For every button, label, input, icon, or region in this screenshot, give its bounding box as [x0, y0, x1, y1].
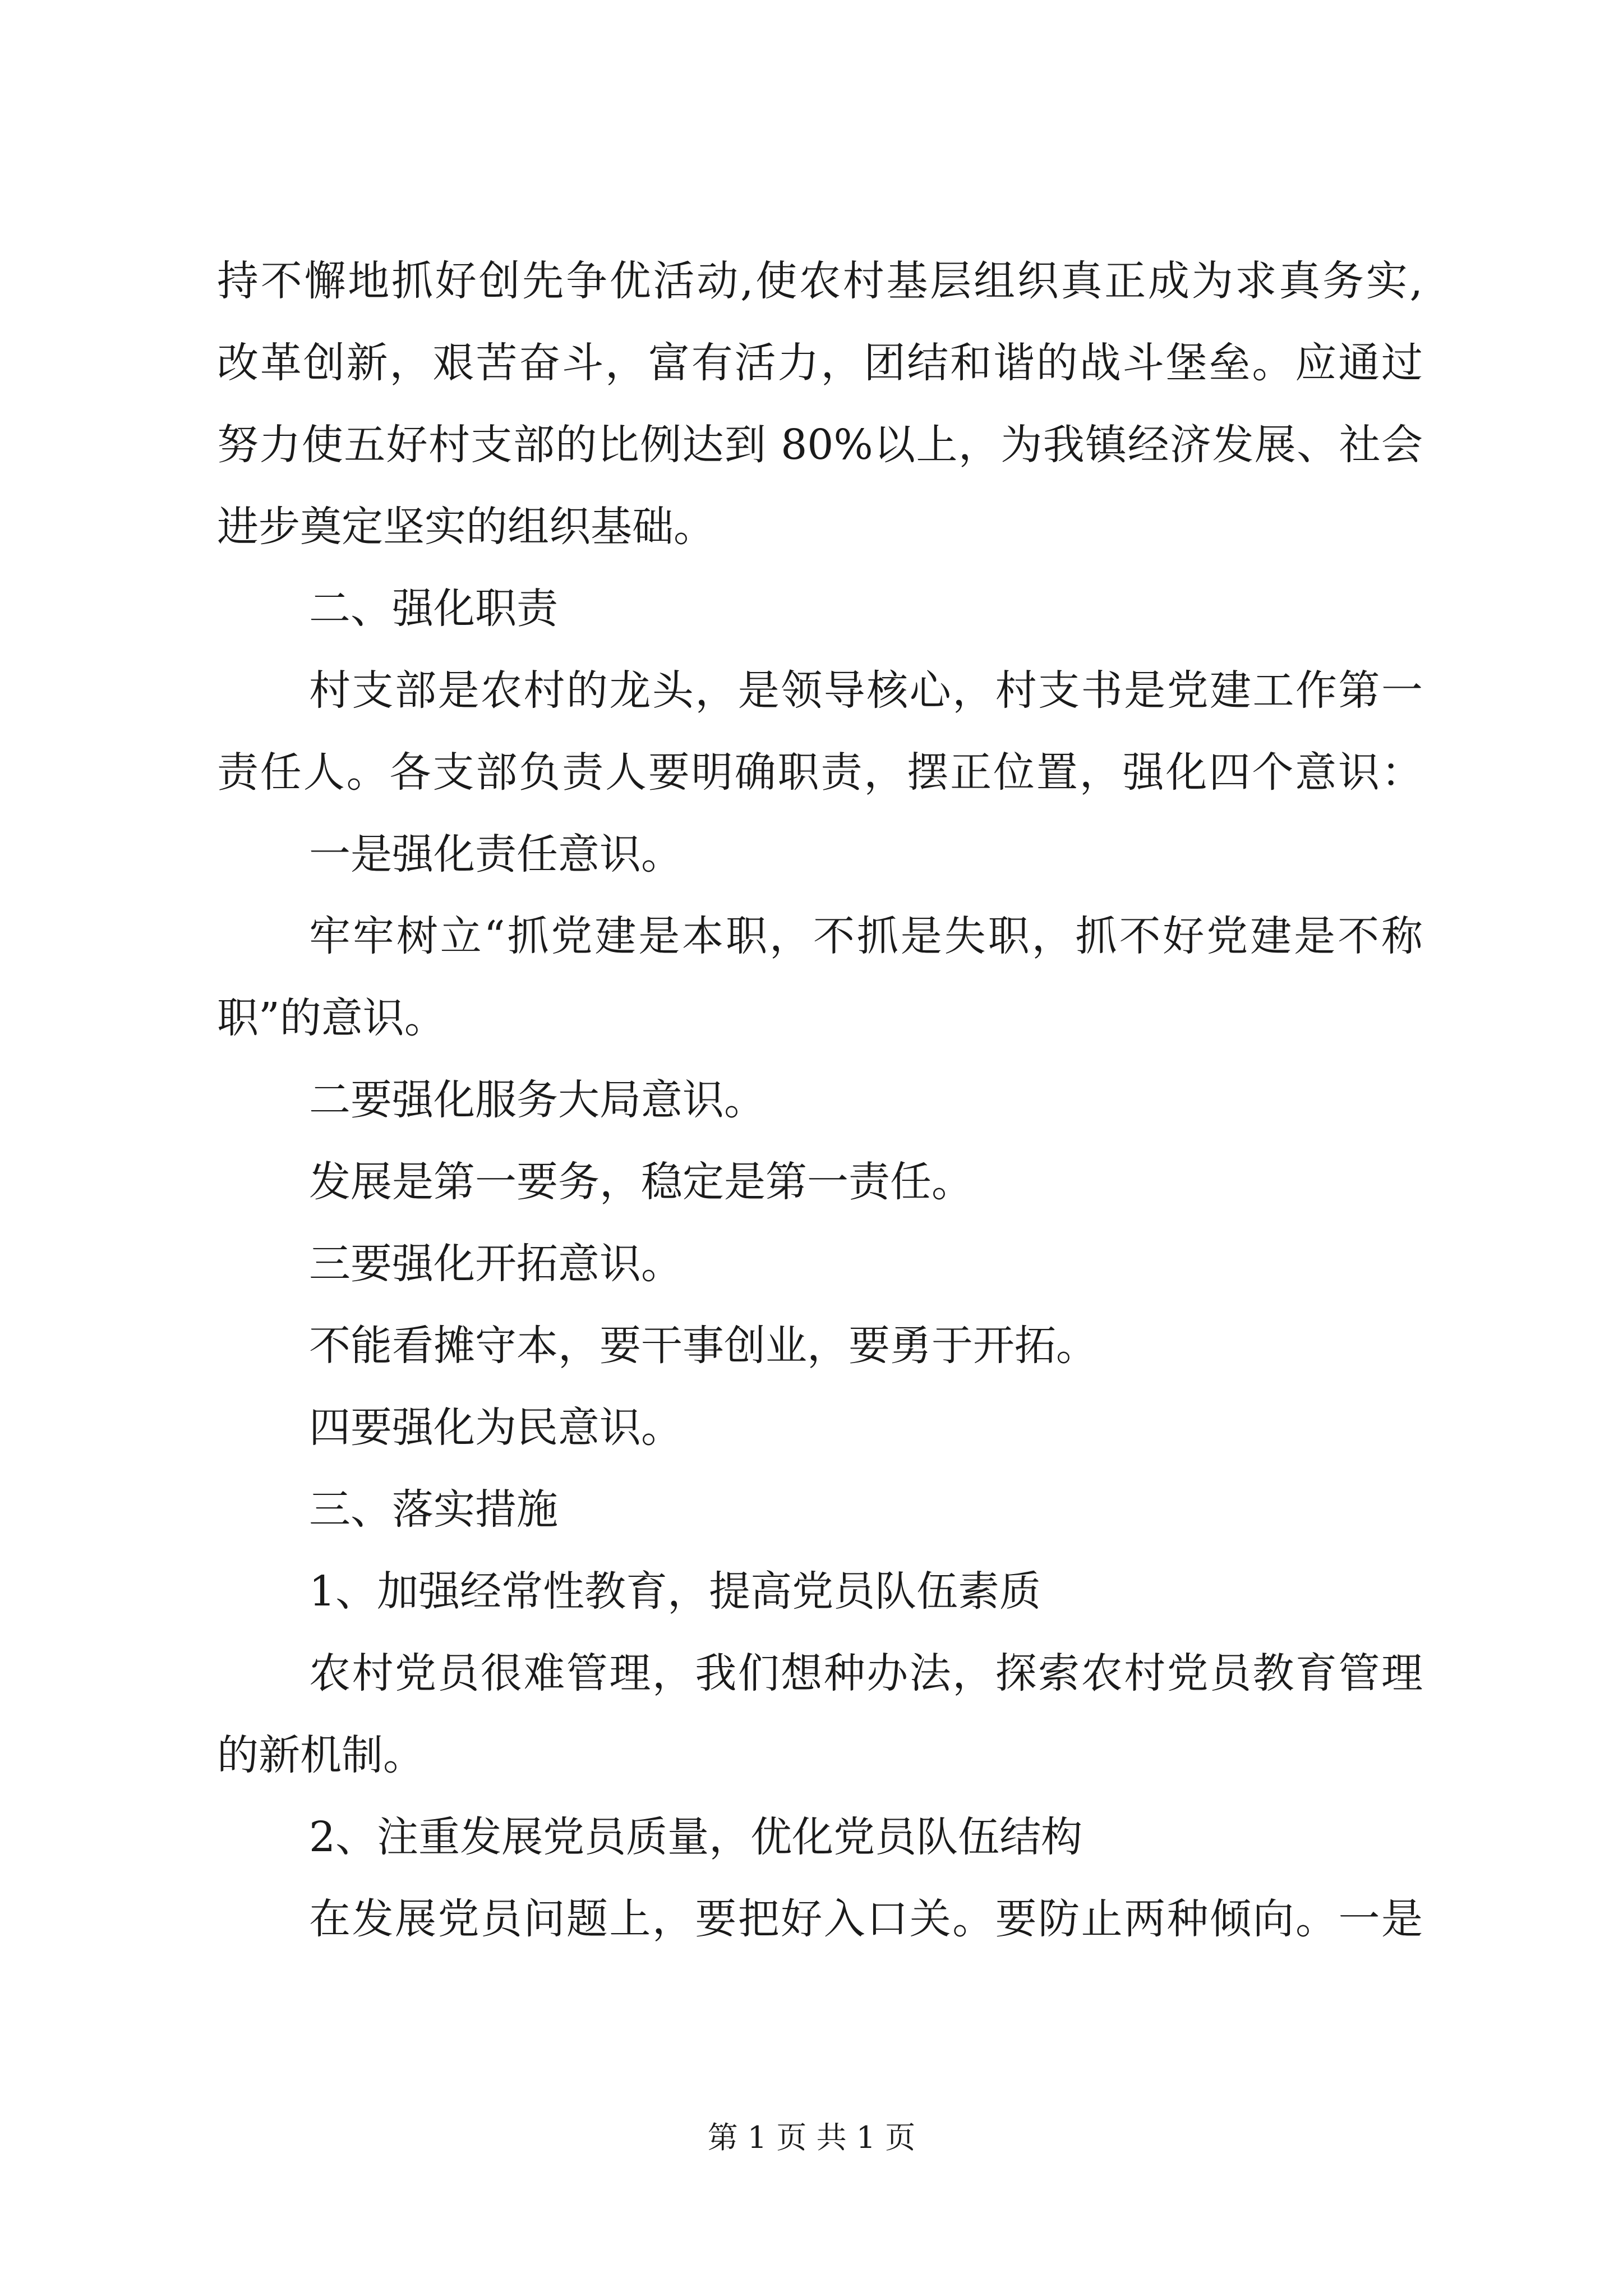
section-heading: 三、落实措施 [309, 1485, 558, 1534]
text-line: 二要强化服务大局意识。 [309, 1076, 766, 1124]
page-footer [0, 2114, 1623, 2157]
subsection-heading: 2、注重发展党员质量，优化党员队伍结构 [309, 1813, 1083, 1861]
text-line: 村支部是农村的龙头，是领导核心，村支书是党建工作第一 [309, 666, 1423, 715]
text-line: 责任人。各支部负责人要明确职责，摆正位置，强化四个意识： [217, 748, 1423, 797]
text-line: 农村党员很难管理，我们想种办法，探索农村党员教育管理 [309, 1649, 1423, 1697]
text-line: 一是强化责任意识。 [309, 830, 683, 878]
text-line: 进步奠定坚实的组织基础。 [217, 503, 715, 551]
section-heading: 二、强化职责 [309, 585, 558, 633]
text-line: 努力使五好村支部的比例达到 80%以上，为我镇经济发展、社会 [217, 421, 1423, 469]
text-line: 不能看摊守本，要干事创业，要勇于开拓。 [309, 1322, 1098, 1370]
text-line: 牢牢树立“抓党建是本职，不抓是失职，抓不好党建是不称 [309, 912, 1423, 960]
text-line: 三要强化开拓意识。 [309, 1240, 683, 1288]
subsection-heading: 1、加强经常性教育，提高党员队伍素质 [309, 1567, 1041, 1616]
text-line: 改革创新，艰苦奋斗，富有活力，团结和谐的战斗堡垒。应通过 [217, 339, 1423, 387]
text-line: 四要强化为民意识。 [309, 1404, 683, 1452]
text-line: 在发展党员问题上，要把好入口关。要防止两种倾向。一是 [309, 1895, 1423, 1943]
text-line: 职”的意识。 [217, 994, 446, 1042]
text-line: 持不懈地抓好创先争优活动,使农村基层组织真正成为求真务实, [217, 257, 1423, 305]
document-body [217, 240, 1423, 1960]
page-number: 第 1 页 共 1 页 [707, 2120, 916, 2155]
text-line: 发展是第一要务，稳定是第一责任。 [309, 1158, 973, 1206]
text-line: 的新机制。 [217, 1731, 425, 1779]
